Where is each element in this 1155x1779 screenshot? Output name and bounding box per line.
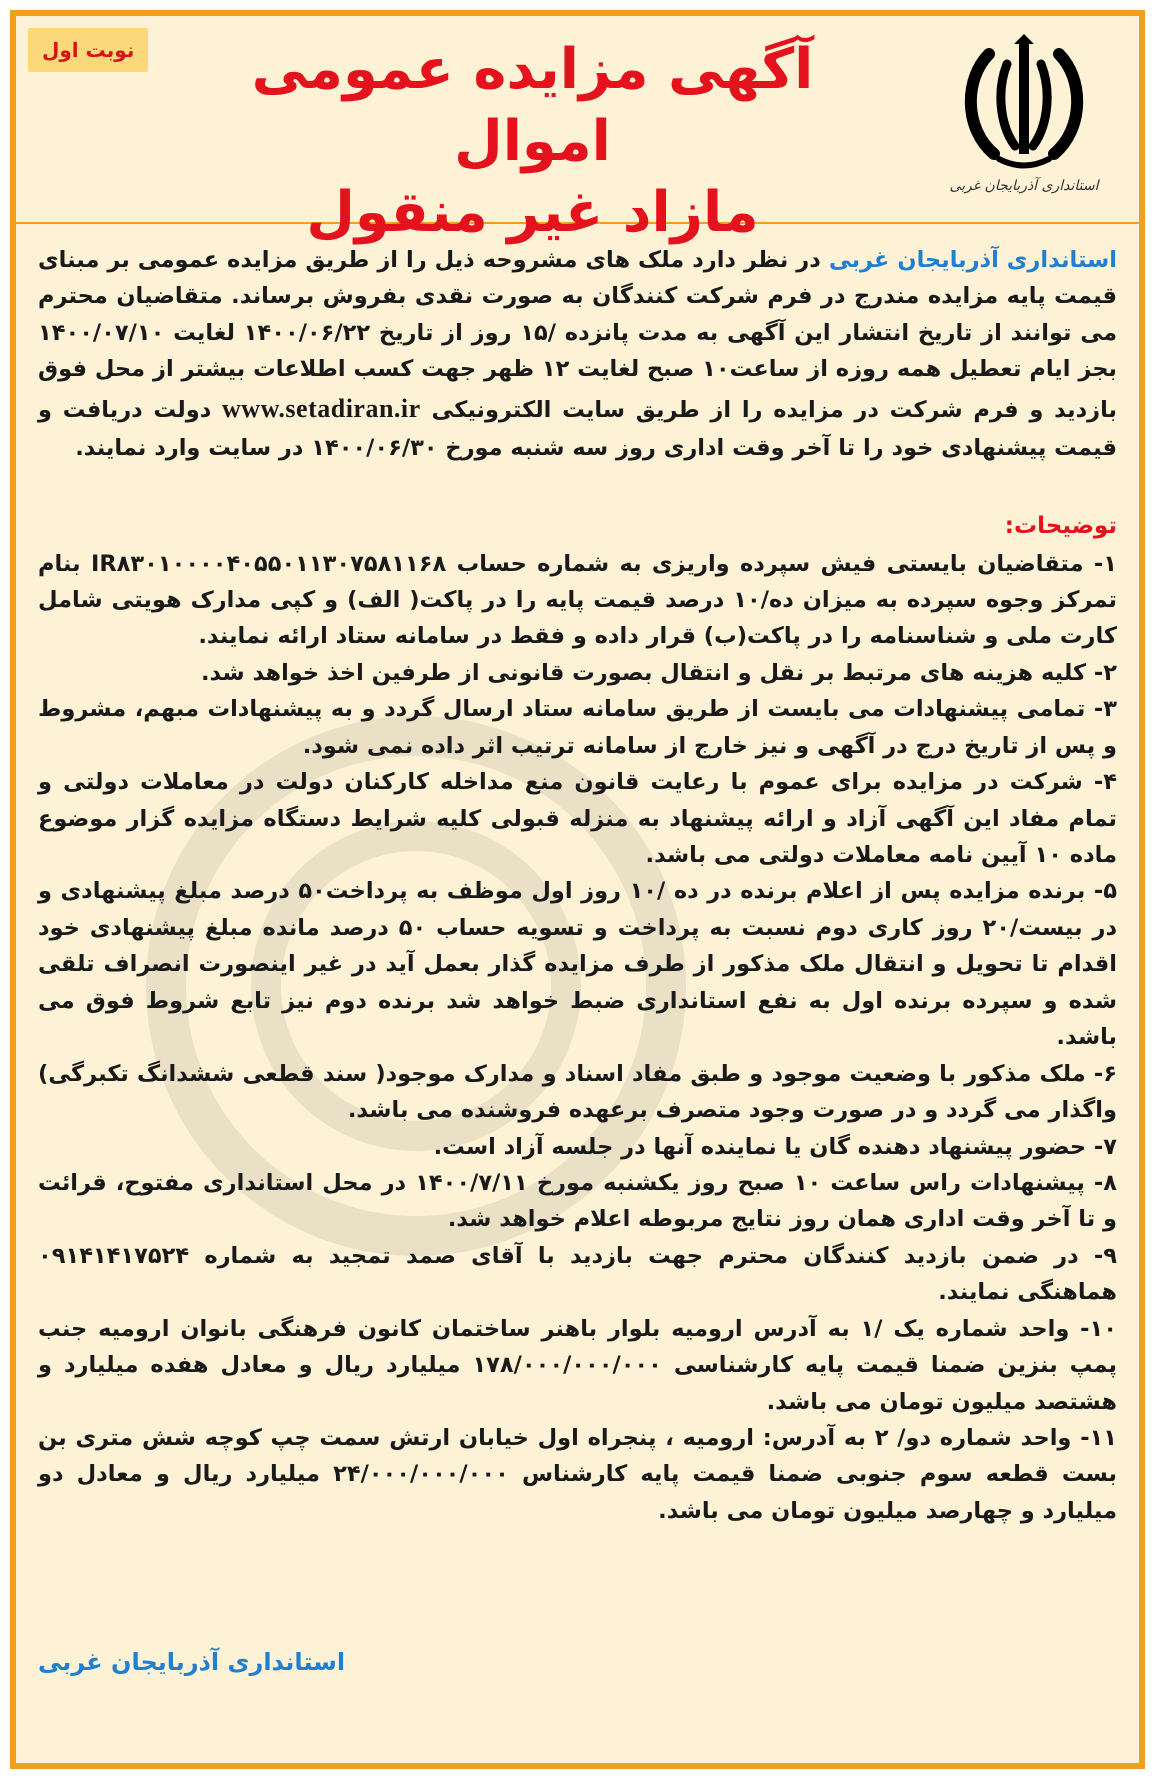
iran-emblem-icon <box>959 34 1089 174</box>
intro-organization: استانداری آذربایجان غربی <box>828 247 1118 273</box>
note-item-8: ۸- پیشنهادات راس ساعت ۱۰ صبح روز یکشنبه مورخ ۱۴۰۰/۷/۱۱ در محل استانداری مفتوح، قرائت و تا آخر وقت اداری همان روز نتایج مربوطه اعلام خواهد شد. <box>38 1169 1117 1233</box>
notes-list <box>38 546 1117 1530</box>
note-item-1: ۱- متقاضیان بایستی فیش سپرده واریزی به شماره حساب IR۸۳۰۱۰۰۰۰۴۰۵۵۰۱۱۳۰۷۵۸۱۱۶۸ بنام تمرکز وجوه سپرده به میزان ده/۱۰ درصد قیمت پایه را در پاکت( الف) و کپی مدارک هویتی شامل کارت ملی و شناسنامه را در پاکت(ب) قرار داده و فقط در سامانه ستاد ارائه نمایند. <box>38 550 1117 650</box>
edition-badge: نوبت اول <box>28 28 148 72</box>
note-item-2: ۲- کلیه هزینه های مرتبط بر نقل و انتقال بصورت قانونی از طرفین اخذ خواهد شد. <box>200 659 1117 686</box>
emblem <box>939 34 1109 214</box>
intro-paragraph <box>38 242 1117 466</box>
note-item-7: ۷- حضور پیشنهاد دهنده گان یا نماینده آنها در جلسه آزاد است. <box>433 1133 1117 1160</box>
intro-text-2: دولت دریافت و قیمت پیشنهادی خود را تا آخر وقت اداری روز سه شنبه مورخ ۱۴۰۰/۰۶/۳۰ در سایت وارد نمایند. <box>38 396 1117 461</box>
note-item-11: ۱۱- واحد شماره دو/ ۲ به آدرس: ارومیه ، پنجراه اول خیابان ارتش سمت چپ کوچه شش متری بن بست قطعه سوم جنوبی ضمنا قیمت پایه کارشناس ۲۴/۰۰۰/۰۰۰/۰۰۰ میلیارد ریال و معادل دو میلیارد و چهارصد میلیون تومان می باشد. <box>38 1425 1117 1524</box>
note-item-4: ۴- شرکت در مزایده برای عموم با رعایت قانون منع مداخله کارکنان دولت در معاملات دولتی و تمام مفاد این آگهی آزاد و ارائه پیشنهاد به منزله قبولی کلیه شرایط دستگاه مزایده گزار موضوع ماده ۱۰ آیین نامه معاملات دولتی می باشد. <box>38 769 1117 869</box>
note-item-9: ۹- در ضمن بازدید کنندگان محترم جهت بازدید با آقای صمد تمجید به شماره ۰۹۱۴۱۴۱۷۵۲۴ هماهنگی نمایند. <box>38 1242 1117 1306</box>
title-line-2: مازاد غیر منقول <box>306 180 759 246</box>
intro-text-1: در نظر دارد ملک های مشروحه ذیل را از طریق مزایده عمومی بر مبنای قیمت پایه مزایده مندرج در فرم شرکت کنندگان به صورت نقدی بفروش برساند. متقاضیان محترم می توانند از تاریخ انتشار این آگهی به مدت پانزده /۱۵ روز از تاریخ ۱۴۰۰/۰۶/۲۲ لغایت ۱۴۰۰/۰۷/۱۰ بجز ایام تعطیل همه روزه از ساعت۱۰ صبح لغایت ۱۲ ظهر جهت کسب اطلاعات بیشتر از محل فوق بازدید و فرم شرکت در مزایده را از طریق سایت الکترونیکی <box>38 247 1118 423</box>
notice-title <box>166 34 899 249</box>
notes-heading: توضیحات: <box>1004 513 1117 540</box>
notice-body <box>16 224 1139 1529</box>
note-item-3: ۳- تمامی پیشنهادات می بایست از طریق سامانه ستاد ارسال گردد و به پیشنهادات مبهم، مشروط و پس از تاریخ درج در آگهی و نیز خارج از سامانه ترتیب اثر داده نمی شود. <box>38 696 1117 759</box>
note-item-10: ۱۰- واحد شماره یک /۱ به آدرس ارومیه بلوار باهنر ساختمان کانون فرهنگی بانوان ارومیه جنب پمپ بنزین ضمنا قیمت پایه کارشناسی ۱۷۸/۰۰۰/۰۰۰/۰۰۰ میلیارد ریال و معادل هفده میلیارد و هشتصد میلیون تومان می باشد. <box>38 1315 1117 1415</box>
signature: استانداری آذربایجان غربی <box>38 1648 346 1676</box>
note-item-6: ۶- ملک مذکور با وضعیت موجود و طبق مفاد اسناد و مدارک موجود( سند قطعی ششدانگ تکبرگی) واگذار می گردد و در صورت وجود متصرف برعهده فروشنده می باشد. <box>38 1060 1117 1124</box>
emblem-caption: استانداری آذربایجان غربی <box>949 178 1099 194</box>
setadiran-link[interactable]: www.setadiran.ir <box>222 393 421 423</box>
notice-frame <box>10 10 1145 1769</box>
title-line-1: آگهی مزایده عمومی اموال <box>251 37 814 174</box>
note-item-5: ۵- برنده مزایده پس از اعلام برنده در ده /۱۰ روز اول موظف به پرداخت۵۰ درصد مبلغ پیشنهادی و در بیست/۲۰ روز کاری دوم نسبت به پرداخت و تسویه حساب ۵۰ درصد مانده مبلغ پیشنهادی خود اقدام تا تحویل و انتقال ملک مذکور از طرف مزایده گذار بعمل آید در غیر اینصورت انصراف تلقی شده و سپرده برنده اول به نفع استانداری ضبط خواهد شد برنده دوم نیز تابع شروط فوق می باشد. <box>38 878 1118 1051</box>
header <box>16 16 1139 246</box>
